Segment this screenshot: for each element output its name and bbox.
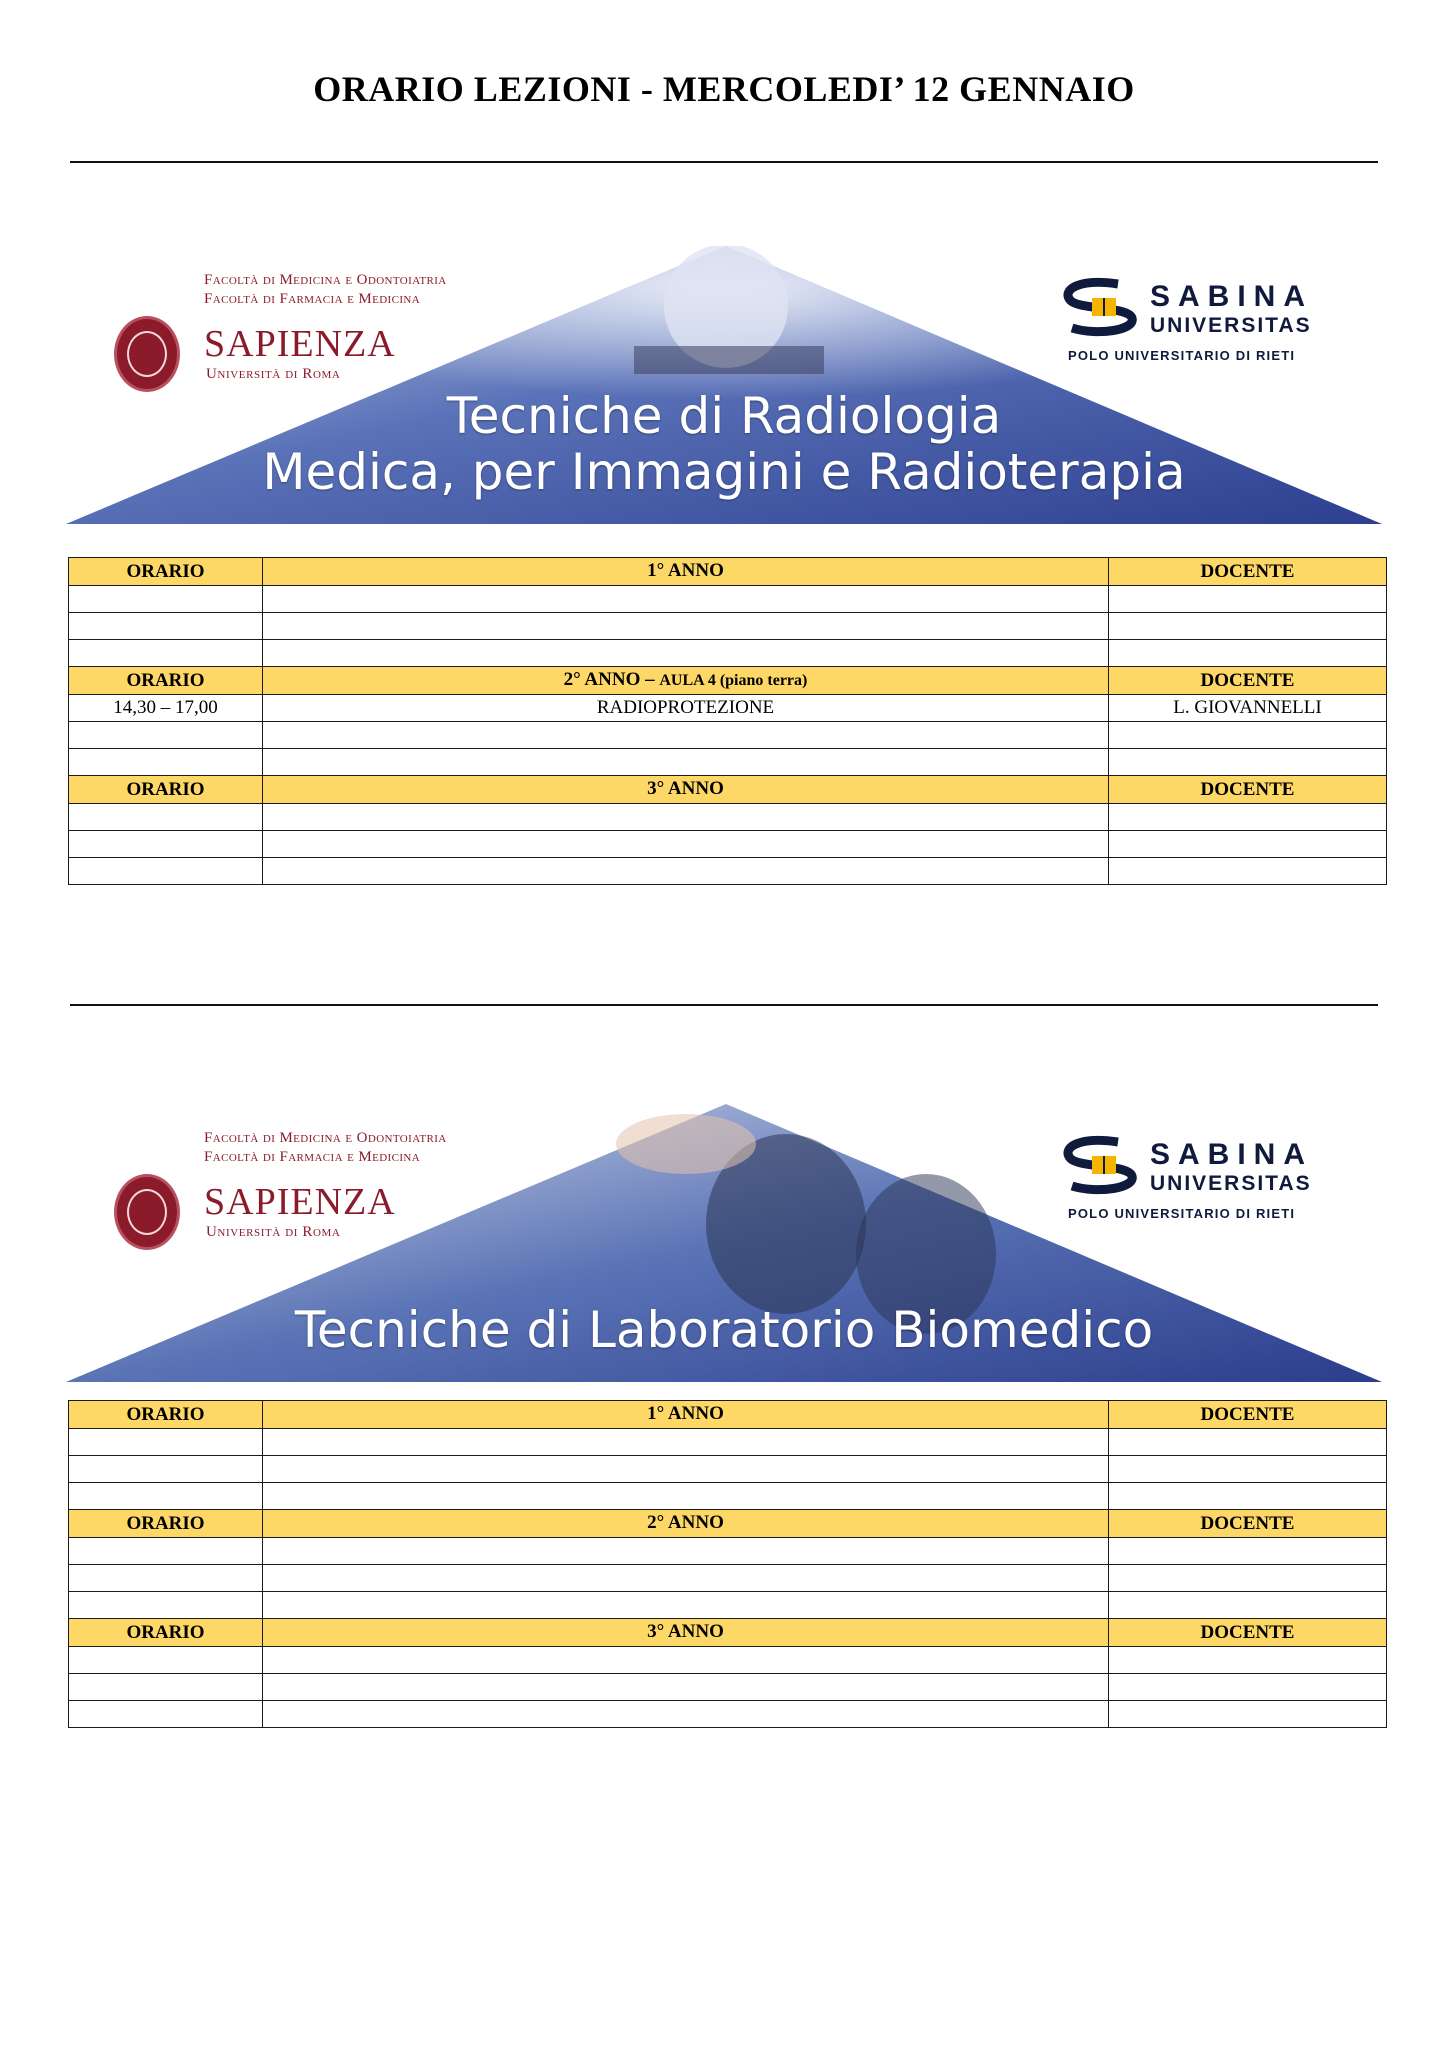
banner-radiologia (66, 246, 1382, 526)
table-row (69, 1674, 1387, 1701)
cell-orario (69, 1429, 263, 1456)
header-anno: 3° ANNO (263, 776, 1109, 804)
sapienza-subtitle: Università di Roma (206, 366, 341, 382)
table-header-row (69, 667, 1387, 695)
sapienza-logo (90, 1114, 510, 1264)
page-title: ORARIO LEZIONI - MERCOLEDI’ 12 GENNAIO (313, 69, 1135, 109)
cell-materia (263, 858, 1109, 885)
cell-orario (69, 1592, 263, 1619)
sabina-book-icon (1058, 276, 1148, 340)
cell-materia (263, 1565, 1109, 1592)
schedule-table-radiologia (68, 557, 1387, 885)
faculty-line-2: Facoltà di Farmacia e Medicina (204, 291, 421, 307)
table-row (69, 1592, 1387, 1619)
cell-orario: 14,30 – 17,00 (69, 695, 263, 722)
cell-docente (1109, 1429, 1387, 1456)
cell-docente (1109, 1701, 1387, 1728)
table-row (69, 858, 1387, 885)
cell-docente (1109, 749, 1387, 776)
header-docente: DOCENTE (1109, 667, 1387, 695)
cell-orario (69, 1483, 263, 1510)
header-docente: DOCENTE (1109, 1619, 1387, 1647)
middle-divider (70, 1004, 1378, 1006)
header-anno: 2° ANNO – AULA 4 (piano terra) (263, 667, 1109, 695)
faculty-line-2: Facoltà di Farmacia e Medicina (204, 1149, 421, 1165)
table-row (69, 695, 1387, 722)
table-header-row (69, 1619, 1387, 1647)
cell-materia (263, 1674, 1109, 1701)
header-docente: DOCENTE (1109, 1510, 1387, 1538)
schedule-table-laboratorio (68, 1400, 1387, 1728)
header-orario: ORARIO (69, 558, 263, 586)
polo-subtitle: POLO UNIVERSITARIO DI RIETI (1068, 348, 1296, 363)
header-orario: ORARIO (69, 1619, 263, 1647)
polo-subtitle: POLO UNIVERSITARIO DI RIETI (1068, 1206, 1296, 1221)
cell-docente (1109, 1483, 1387, 1510)
table-row (69, 1565, 1387, 1592)
cell-orario (69, 613, 263, 640)
cell-docente (1109, 613, 1387, 640)
cell-orario (69, 1565, 263, 1592)
top-divider (70, 161, 1378, 163)
table-row (69, 722, 1387, 749)
cell-materia (263, 613, 1109, 640)
table-row (69, 1456, 1387, 1483)
header-aula: AULA 4 (piano terra) (659, 672, 808, 689)
header-anno: 3° ANNO (263, 1619, 1109, 1647)
cell-materia: RADIOPROTEZIONE (263, 695, 1109, 722)
table-row (69, 831, 1387, 858)
cell-materia (263, 722, 1109, 749)
cell-docente (1109, 640, 1387, 667)
table-row (69, 1647, 1387, 1674)
header-orario: ORARIO (69, 667, 263, 695)
sapienza-wordmark: SAPIENZA (204, 1181, 396, 1223)
header-anno: 2° ANNO (263, 1510, 1109, 1538)
cell-orario (69, 586, 263, 613)
cell-materia (263, 1483, 1109, 1510)
cell-docente (1109, 1647, 1387, 1674)
cell-materia (263, 1538, 1109, 1565)
header-anno: 1° ANNO (263, 558, 1109, 586)
cell-materia (263, 1647, 1109, 1674)
cell-docente (1109, 1538, 1387, 1565)
header-orario: ORARIO (69, 1510, 263, 1538)
table-row (69, 640, 1387, 667)
sapienza-wordmark: SAPIENZA (204, 323, 396, 365)
sabina-book-icon (1058, 1134, 1148, 1198)
sabina-logo (1058, 1134, 1358, 1224)
header-anno: 1° ANNO (263, 1401, 1109, 1429)
table-header-row (69, 558, 1387, 586)
table-row (69, 804, 1387, 831)
course-title-line1: Tecniche di Radiologia (446, 387, 1002, 445)
cell-orario (69, 858, 263, 885)
cell-materia (263, 749, 1109, 776)
cell-orario (69, 640, 263, 667)
faculty-line-1: Facoltà di Medicina e Odontoiatria (204, 272, 447, 288)
sabina-wordmark: SABINA (1150, 1138, 1314, 1171)
cell-orario (69, 722, 263, 749)
cell-docente (1109, 722, 1387, 749)
sapienza-subtitle: Università di Roma (206, 1224, 341, 1240)
cell-docente (1109, 1456, 1387, 1483)
faculty-line-1: Facoltà di Medicina e Odontoiatria (204, 1130, 447, 1146)
cell-docente (1109, 1592, 1387, 1619)
sabina-wordmark: SABINA (1150, 280, 1314, 313)
cell-docente (1109, 858, 1387, 885)
cell-materia (263, 804, 1109, 831)
course-title-line1: Tecniche di Laboratorio Biomedico (294, 1301, 1154, 1359)
header-docente: DOCENTE (1109, 558, 1387, 586)
sabina-logo (1058, 276, 1358, 366)
cell-docente (1109, 831, 1387, 858)
banner-laboratorio (66, 1104, 1382, 1384)
table-row (69, 1483, 1387, 1510)
cell-orario (69, 804, 263, 831)
sapienza-logo (90, 256, 510, 406)
cell-orario (69, 831, 263, 858)
table-row (69, 586, 1387, 613)
cell-materia (263, 831, 1109, 858)
cell-orario (69, 1674, 263, 1701)
cell-materia (263, 1592, 1109, 1619)
cell-materia (263, 1456, 1109, 1483)
cell-docente (1109, 1674, 1387, 1701)
cell-docente (1109, 804, 1387, 831)
table-header-row (69, 1401, 1387, 1429)
table-row (69, 749, 1387, 776)
cell-materia (263, 1429, 1109, 1456)
cell-orario (69, 1456, 263, 1483)
header-orario: ORARIO (69, 776, 263, 804)
table-header-row (69, 1510, 1387, 1538)
course-title-line2: Medica, per Immagini e Radioterapia (262, 443, 1186, 501)
cell-orario (69, 1701, 263, 1728)
cell-materia (263, 586, 1109, 613)
table-row (69, 613, 1387, 640)
cell-orario (69, 1647, 263, 1674)
table-row (69, 1538, 1387, 1565)
universitas-wordmark: UNIVERSITAS (1150, 1172, 1312, 1195)
table-row (69, 1429, 1387, 1456)
cell-materia (263, 1701, 1109, 1728)
cell-orario (69, 749, 263, 776)
header-docente: DOCENTE (1109, 776, 1387, 804)
sapienza-seal-icon (114, 1174, 180, 1250)
universitas-wordmark: UNIVERSITAS (1150, 314, 1312, 337)
header-docente: DOCENTE (1109, 1401, 1387, 1429)
cell-docente: L. GIOVANNELLI (1109, 695, 1387, 722)
cell-docente (1109, 1565, 1387, 1592)
header-orario: ORARIO (69, 1401, 263, 1429)
cell-docente (1109, 586, 1387, 613)
cell-orario (69, 1538, 263, 1565)
sapienza-seal-icon (114, 316, 180, 392)
cell-materia (263, 640, 1109, 667)
table-row (69, 1701, 1387, 1728)
table-header-row (69, 776, 1387, 804)
